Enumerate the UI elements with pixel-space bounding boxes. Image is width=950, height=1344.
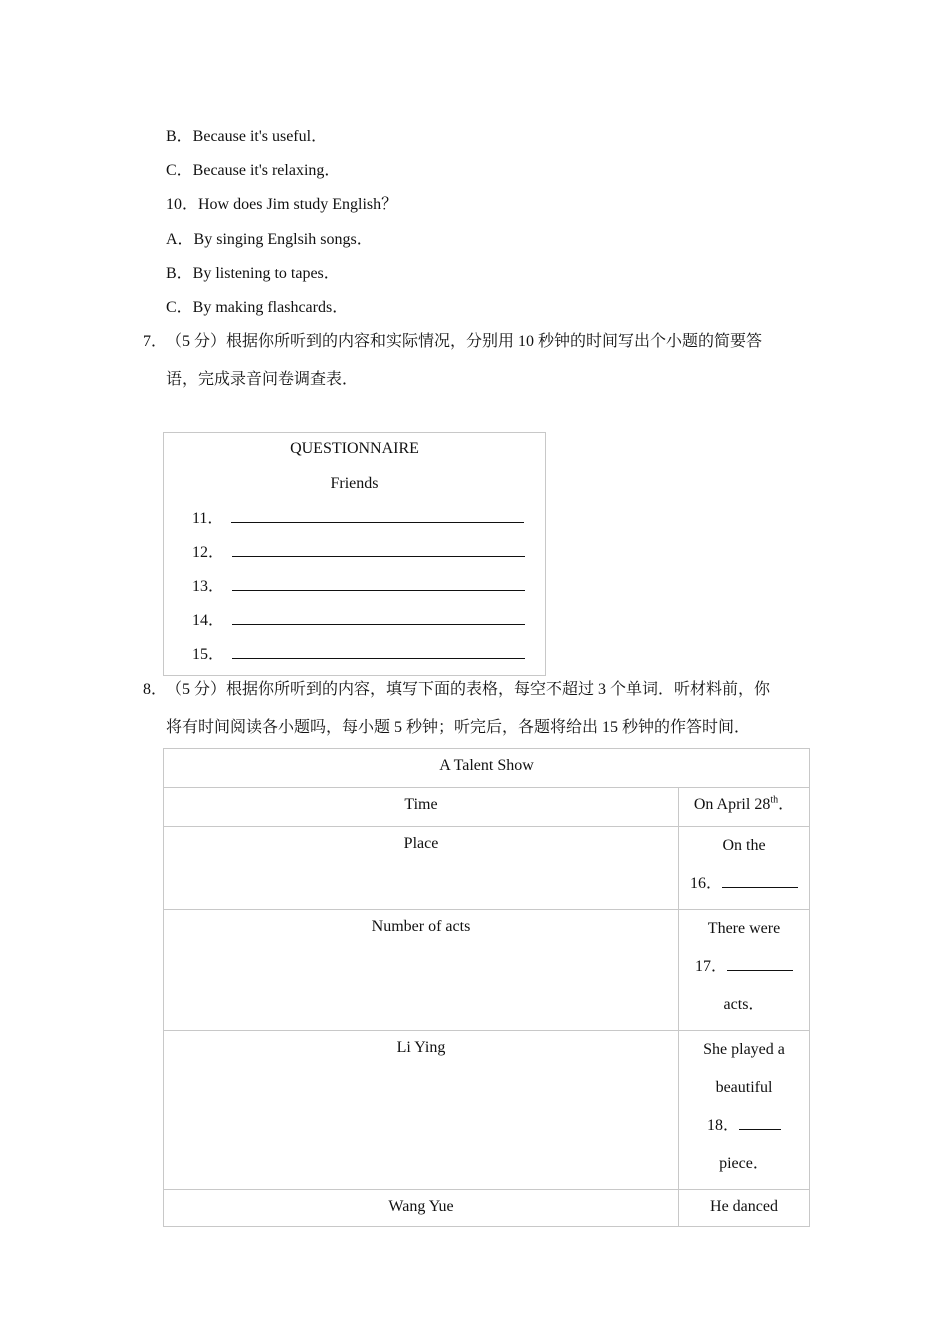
place-value: On the 16． (679, 827, 810, 910)
place-label: Place (164, 827, 679, 910)
questionnaire-subtitle: Friends (330, 475, 379, 492)
answer-line[interactable] (231, 508, 524, 523)
answer-line[interactable] (232, 644, 525, 659)
q9-option-c: C．Because it's relaxing． (166, 162, 341, 179)
time-label: Time (164, 788, 679, 827)
answer-blank-14[interactable] (192, 610, 525, 631)
table-row (164, 1190, 810, 1227)
wangyue-label: Wang Yue (164, 1190, 679, 1227)
answer-blank-13[interactable] (192, 576, 525, 597)
wangyue-value: He danced (679, 1190, 810, 1227)
section7-number: 7． (143, 333, 168, 350)
q10-option-c: C．By making flashcards． (166, 299, 349, 316)
acts-label: Number of acts (164, 910, 679, 1031)
answer-line[interactable] (232, 576, 525, 591)
table-row (164, 827, 810, 910)
talent-show-table (163, 748, 810, 1227)
blank-number: 13． (192, 578, 225, 595)
questionnaire-title: QUESTIONNAIRE (290, 440, 419, 457)
table-title: A Talent Show (164, 749, 810, 788)
answer-blank-16[interactable] (722, 873, 798, 888)
liying-value: She played a beautiful 18． piece． (679, 1031, 810, 1190)
table-row (164, 1031, 810, 1190)
q10-question: 10．How does Jim study English？ (166, 196, 398, 213)
section7-instructions-line2: 语，完成录音问卷调查表． (166, 371, 359, 388)
section8-number: 8． (143, 681, 168, 698)
answer-blank-11[interactable] (192, 508, 524, 529)
answer-line[interactable] (232, 542, 525, 557)
q10-option-b: B．By listening to tapes． (166, 265, 340, 282)
blank-number: 15． (192, 646, 225, 663)
blank-number: 11． (192, 510, 224, 527)
table-row (164, 910, 810, 1031)
answer-blank-12[interactable] (192, 542, 525, 563)
acts-value: There were 17． acts． (679, 910, 810, 1031)
q10-option-a: A．By singing Englsih songs． (166, 231, 373, 248)
section8-instructions-line2: 将有时间阅读各小题吗，每小题 5 秒钟；听完后，各题将给出 15 秒钟的作答时间． (166, 719, 751, 736)
questionnaire-box (163, 432, 546, 676)
answer-line[interactable] (232, 610, 525, 625)
section7-instructions-line1: （5 分）根据你所听到的内容和实际情况，分别用 10 秒钟的时间写出个小题的简要答 (166, 333, 763, 350)
time-value: On April 28th． (679, 788, 810, 827)
section8-instructions-line1: （5 分）根据你所听到的内容，填写下面的表格，每空不超过 3 个单词．听材料前，你 (166, 681, 771, 698)
q9-option-b: B．Because it's useful． (166, 128, 328, 145)
answer-blank-17[interactable] (727, 956, 793, 971)
table-row (164, 788, 810, 827)
answer-blank-15[interactable] (192, 644, 525, 665)
liying-label: Li Ying (164, 1031, 679, 1190)
blank-number: 12． (192, 544, 225, 561)
blank-number: 14． (192, 612, 225, 629)
answer-blank-18[interactable] (739, 1115, 781, 1130)
